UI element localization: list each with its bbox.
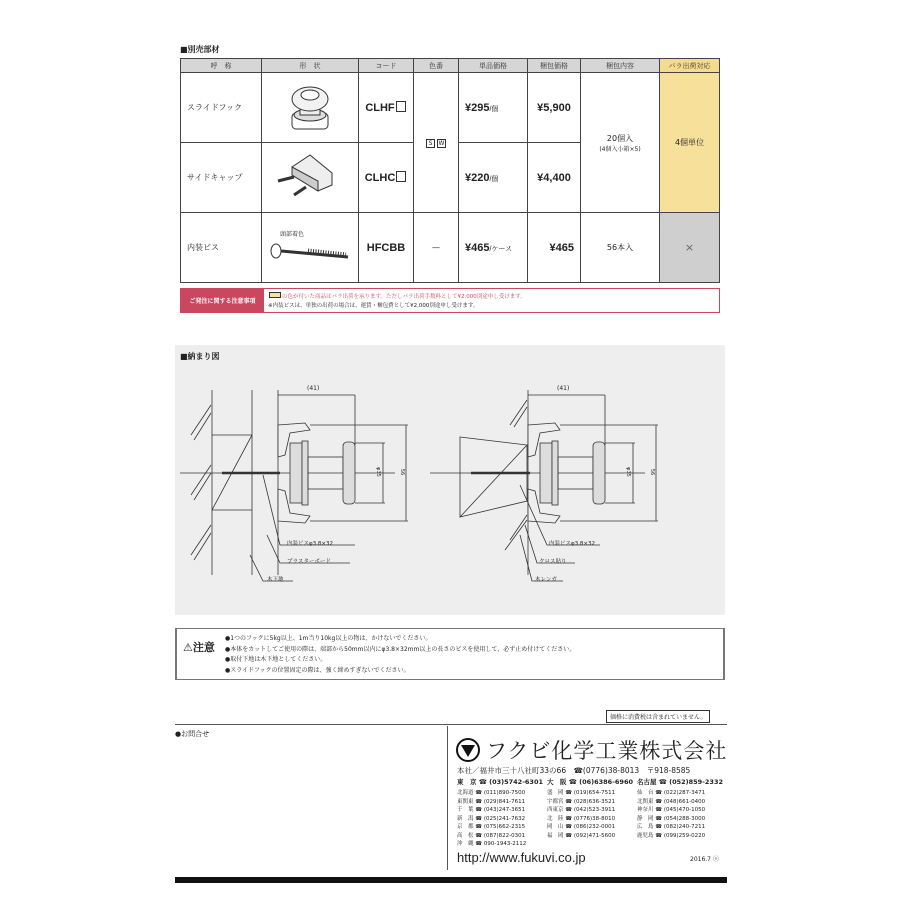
dim-height: 56: [649, 468, 656, 476]
pack-content: 20個入 (4個入小箱×5): [581, 73, 660, 213]
caution-item: ●1つのフックに5kg以上、1m当り10kg以上の物は、かけないでください。: [225, 635, 432, 642]
dim-height: 56: [399, 468, 406, 476]
col-header: コード: [359, 59, 414, 73]
dim-diameter: φ35: [374, 467, 381, 477]
caution-item: ●本体をカットしてご使用の際は、端部から50mm以内にφ3.8×32mm以上の長さのビスを使用して、必ず止め付けてください。: [225, 645, 576, 653]
office-phone: 仙 台 ☎ (022)287-3471: [637, 790, 706, 796]
parts-title: ■別売部材: [180, 45, 220, 54]
pack-content: 56本入: [581, 213, 660, 283]
col-header: 単品価格: [459, 59, 528, 73]
diagram-title: ■納まり図: [180, 352, 220, 361]
office-phone: 静 岡 ☎ (054)288-3000: [637, 815, 706, 822]
col-header: 呼 称: [181, 59, 262, 73]
caution-title: ⚠注意: [183, 641, 215, 654]
tax-note: 価格に消費税は含まれていません。: [606, 710, 710, 723]
office-phone: 千 葉 ☎ (043)247-3651: [457, 807, 526, 813]
office-phone: [547, 840, 637, 849]
office-phone: 鹿児島 ☎ (099)259-0220: [637, 832, 706, 839]
installation-diagram: [175, 345, 725, 615]
office-phone: 神奈川 ☎ (045)470-1050: [637, 807, 706, 813]
branch-offices: [457, 789, 727, 849]
pack-price: ¥5,900: [528, 73, 581, 143]
diagram-label: クロス貼り: [539, 559, 567, 565]
col-header: 形 状: [262, 59, 359, 73]
col-header: バラ出荷対応: [660, 59, 720, 73]
diagram-label: 内装ビスφ3.8×32: [287, 541, 333, 547]
website-link[interactable]: http://www.fukuvi.co.jp: [457, 850, 586, 865]
main-offices: 東 京 ☎ (03)5742-6301 大 阪 ☎ (06)6386-6960 名古屋 ☎ (052)859-2332: [457, 778, 723, 786]
unit-price: ¥220/個: [459, 143, 528, 213]
part-name: スライドフック: [181, 73, 262, 143]
col-header: 梱包価格: [528, 59, 581, 73]
office-phone: 広 島 ☎ (082)240-7211: [637, 824, 706, 830]
company-logo: [456, 738, 480, 762]
unit-price: ¥295/個: [459, 73, 528, 143]
office-phone: 高 松 ☎ (087)822-0301: [457, 832, 526, 839]
bulk-support: ×: [660, 213, 720, 283]
notes-label: ご発注に関する注意事項: [181, 289, 264, 312]
pack-price: ¥4,400: [528, 143, 581, 213]
dim-width: (41): [557, 385, 570, 392]
office-phone: [637, 840, 727, 849]
office-phone: 新 潟 ☎ (025)241-7632: [457, 815, 526, 822]
office-phone: 福 岡 ☎ (092)471-5600: [547, 832, 616, 839]
office-phone: 北海道 ☎ (011)890-7500: [457, 790, 526, 796]
caution-item: ●取付下地は木下地としてください。: [225, 656, 327, 663]
part-code: CLHF: [359, 73, 414, 143]
part-code: CLHC: [359, 143, 414, 213]
diagram-label: 内装ビスφ3.8×32: [549, 541, 595, 547]
side-cap-image: [262, 143, 359, 213]
office-phone: 盛 岡 ☎ (019)654-7511: [547, 790, 616, 796]
screw-image: 頭部着色: [262, 213, 359, 283]
footer-bar: [175, 877, 727, 883]
note-line: の色が付いた商品はバラ出荷を承ります。ただしバラ出荷手数料として¥2,000別途申し受けます。: [282, 294, 526, 300]
bulk-support: 4個単位: [660, 73, 720, 213]
dim-width: (41): [307, 385, 320, 392]
color-code: —: [414, 213, 459, 283]
dim-diameter: φ35: [624, 467, 631, 477]
order-notes: [180, 288, 720, 313]
color-codes: S W: [414, 73, 459, 213]
diagram-label: 木下地: [267, 577, 284, 583]
caution-item: ●スライドフックの位置固定の際は、強く締めすぎないでください。: [225, 666, 410, 674]
unit-price: ¥465/ケース: [459, 213, 528, 283]
parts-table: [180, 58, 720, 283]
part-name: サイドキャップ: [181, 143, 262, 213]
office-phone: 東関東 ☎ (029)841-7611: [457, 798, 526, 805]
table-row: [181, 73, 720, 143]
office-phone: 北関東 ☎ (048)661-0400: [637, 798, 706, 805]
office-phone: 岡 山 ☎ (086)232-0001: [547, 824, 616, 830]
hq-address: 本社／福井市三十八社町33の66 ☎(0776)38-8013 〒918-8585: [457, 766, 691, 775]
part-code: HFCBB: [359, 213, 414, 283]
office-phone: 西東京 ☎ (042)523-3911: [547, 807, 616, 813]
table-row: [181, 213, 720, 283]
caution-box: [175, 628, 725, 680]
office-phone: 沖 縄 ☎ 090-1943-2112: [457, 841, 527, 847]
col-header: 色番: [414, 59, 459, 73]
pack-price: ¥465: [528, 213, 581, 283]
diagram-label: プラスターボード: [287, 559, 331, 565]
office-phone: 京 都 ☎ (075)662-2315: [457, 824, 526, 830]
issue-date: 2016.7 ⓢ: [690, 856, 719, 863]
col-header: 梱包内容: [581, 59, 660, 73]
office-phone: 宇都宮 ☎ (028)636-3521: [547, 798, 616, 805]
diagram-label: 木レンガ: [535, 577, 557, 583]
part-name: 内装ビス: [181, 213, 262, 283]
company-name: フクビ化学工業株式会社: [486, 739, 728, 763]
note-line: ※内装ビスは、単独の出荷の場合は、運賃・梱包費として¥2,000別途申し受けます。: [268, 303, 479, 309]
contact-label: ●お問合せ: [175, 730, 210, 738]
office-phone: 北 陸 ☎ (0776)38-8010: [547, 815, 616, 822]
slide-hook-image: [262, 73, 359, 143]
